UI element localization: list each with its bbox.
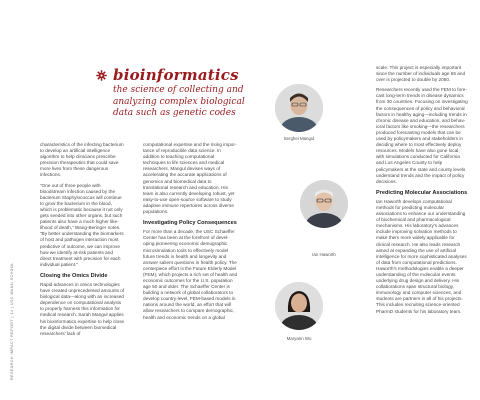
article-column-2	[143, 142, 238, 325]
body-paragraph: Ian Haworth develops computational methods for predicting molecular associations to enhance our understanding of biochemical and pharmacological mechanisms. His laboratory’s advances include improving solvation methods to make them more widely applicable for clinical research. He also leads research aimed at expanding the use of artificial intelligence for more sophisticated analyses of data from computational predictions. Haworth’s methodologies enable a deeper understanding of the molecular events underlying drug design and delivery. His collaborations span structural biology, immunology and computer sciences, and students are partners in all of his projects. This includes recruiting science-oriented PharmD students for his laboratory team.	[376, 198, 467, 314]
portrait-photo	[300, 180, 348, 228]
subtitle-line: the science of collecting and	[113, 85, 244, 95]
subtitle-line: data such as genetic codes	[113, 108, 236, 118]
body-paragraph: scale. This project is especially important since the number of individuals age 65 and over is projected to double by 2050.	[376, 65, 466, 83]
portrait-image	[275, 84, 323, 132]
running-footer-text: RESEARCH IMPACT REPORT | 14 | USC MANN SCHOOL	[10, 262, 14, 380]
portrait-photo	[275, 84, 323, 132]
gear-icon	[96, 70, 107, 81]
portrait-image	[275, 282, 323, 330]
body-paragraph: “One out of three people with bloodstream infection caused by the bacterium Staphylococcus will continue to grow the bacterium in the blood, which is problematic because it not only gets seeded into other organs, but such patients also have a much higher likelihood of death,” Wang-Beringer notes. “By better understanding the biomarkers of host and pathogen interaction most predictive of outcome, we can improve how we identify at-risk patients and direct treatment with precision for each individual patient.”	[40, 182, 124, 267]
section-heading: Closing the Omics Divide	[40, 272, 108, 279]
body-paragraph: characteristics of the infecting bacterium to develop an artificial intelligence algorithm to help clinicians prescribe precision therapeutics that could save more lives from these dangerous infections.	[40, 142, 124, 178]
photo-caption: Serghei Mangul	[283, 136, 315, 141]
subtitle-line: analyzing complex biological	[113, 96, 245, 107]
photo-caption: Ian Haworth	[312, 252, 336, 257]
section-heading: Investigating Policy Consequences	[143, 220, 237, 227]
article-column-3	[376, 65, 468, 319]
body-paragraph: Rapid advances in omics technologies have created unprecedented amounts of biological data—along with an increased dependence on computational analysis to properly harness this information for medical research. Sarah Mangul applies his bioinformatics expertise to help close the digital divide between biomedical researchers’ lack of	[40, 281, 125, 336]
body-paragraph: For more than a decade, the USC Schaeffer Center has been at the forefront of developing pioneering economic demographic microsimulation tools to effectively model future trends in health and longevity and answer salient questions in health policy. The centerpiece effort is the Future Elderly Model (FEM), which projects a rich set of health and economic outcomes for the U.S. population age 50 and older. The Schaeffer Center is building a network of global collaborators to develop country-level, FEM-based models in nations around the world, an effort that will allow researchers to compare demographic, health and economic trends on a global	[143, 229, 238, 320]
photo-caption: Maryann Wu	[286, 336, 312, 341]
portrait-photo	[275, 282, 323, 330]
article-column-1	[40, 142, 125, 341]
section-title: bioinformatics	[113, 66, 239, 84]
section-heading: Predicting Molecular Associations	[376, 189, 468, 196]
body-paragraph: Researchers recently used the FEM to forecast long-term trends in disease dynamics from 30 countries. Focusing on investigating the consequences of policy and behavioral factors in healthy aging—including trends in chronic disease and education, and behavioral factors like smoking—the researchers produced forecasting models that can be used by policymakers and stakeholders in deciding where to most effectively deploy resources. Models have also gone local, with simulations conducted for California and Los Angeles County to help policymakers at the state and county levels understand trends and the impact of policy decisions.	[376, 87, 468, 184]
body-paragraph: computational expertise and the rising importance of reproducible data science. In addition to teaching computational techniques to life sciences and medical researchers, Mangul devises ways of accelerating the accurate applications of genomics and biomedical data to translational research and education. His team is also currently developing robust, yet easy-to-use open-source software to study adaptive immune repertoires across diverse populations.	[143, 142, 237, 215]
running-footer	[4, 100, 14, 380]
portrait-image	[300, 180, 348, 228]
